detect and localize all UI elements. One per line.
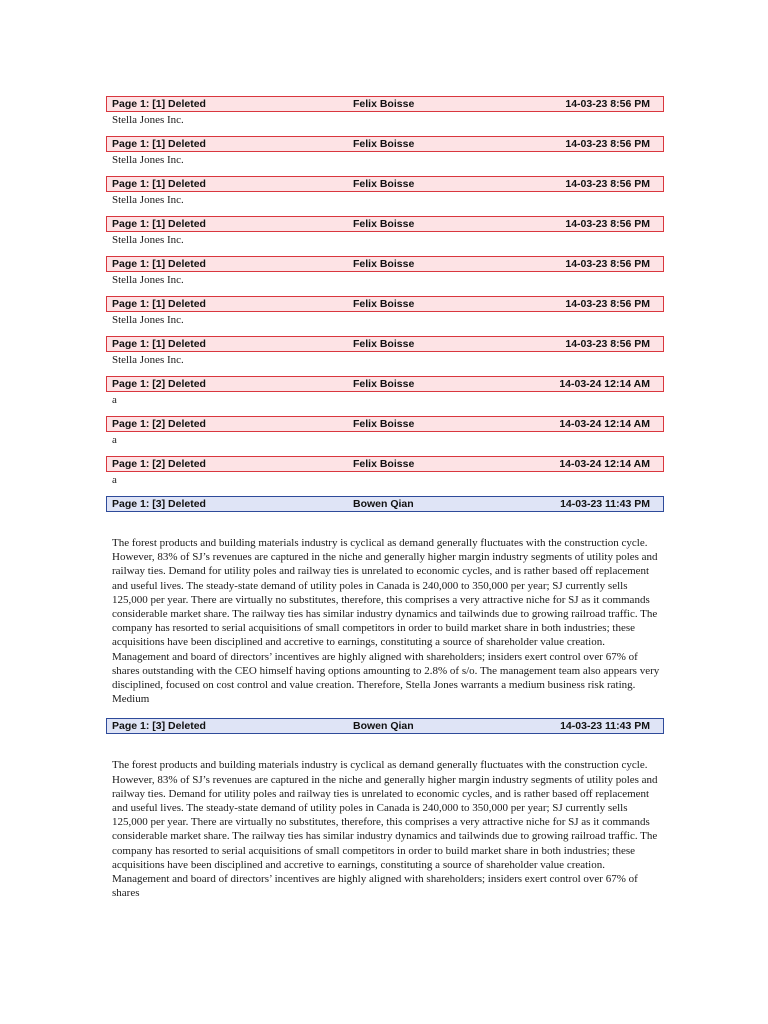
deleted-entry bbox=[106, 176, 664, 212]
deleted-entry bbox=[106, 416, 664, 452]
deleted-entry bbox=[106, 336, 664, 372]
entry-header bbox=[106, 256, 664, 272]
timestamp: 14-03-23 8:56 PM bbox=[565, 338, 650, 350]
timestamp: 14-03-23 8:56 PM bbox=[565, 98, 650, 110]
timestamp: 14-03-24 12:14 AM bbox=[559, 418, 650, 430]
entry-header bbox=[106, 216, 664, 232]
deleted-text: Stella Jones Inc. bbox=[112, 234, 184, 246]
author: Felix Boisse bbox=[353, 258, 415, 270]
page-reference: Page 1: [3] Deleted bbox=[112, 720, 206, 733]
entry-header bbox=[106, 136, 664, 152]
deleted-entry bbox=[106, 216, 664, 252]
entry-header bbox=[106, 336, 664, 352]
author: Bowen Qian bbox=[353, 498, 414, 510]
timestamp: 14-03-23 11:43 PM bbox=[560, 498, 650, 510]
page-reference: Page 1: [1] Deleted bbox=[112, 138, 206, 150]
author: Felix Boisse bbox=[353, 298, 415, 310]
timestamp: 14-03-23 8:56 PM bbox=[565, 258, 650, 270]
deleted-text: a bbox=[112, 474, 117, 486]
entry-header bbox=[106, 416, 664, 432]
author: Felix Boisse bbox=[353, 418, 415, 430]
deleted-paragraph: The forest products and building materials industry is cyclical as demand generally fluctuates with the construction cycle. However, 83% of SJ’s revenues are captured in the niche and generally higher margin industry segments of utility poles and railway ties. Demand for utility poles and railway ties is unrelated to economic cycles, and is rather based off replacement and useful lives. The steady-state demand of utility poles in Canada is 240,000 to 350,000 per year; SJ currently sells 125,000 per year. There are virtually no substitutes, therefore, this comprises a very attractive niche for SJ as it commands considerable market share. The railway ties has similar industry dynamics and tailwinds due to growing railroad traffic. The company has resorted to serial acquisitions of small competitors in order to build market share in both industries; these acquisitions have been disciplined and accretive to earnings, constituting a source of shareholder value creation. Management and board of directors’ incentives are highly aligned with shareholders; insiders exert control over 67% of shares bbox=[112, 759, 658, 900]
deleted-entry-long bbox=[106, 718, 664, 900]
page-reference: Page 1: [2] Deleted bbox=[112, 418, 206, 430]
page-reference: Page 1: [1] Deleted bbox=[112, 298, 206, 310]
entry-header bbox=[106, 176, 664, 192]
page-reference: Page 1: [3] Deleted bbox=[112, 498, 206, 510]
deleted-text: Stella Jones Inc. bbox=[112, 154, 184, 166]
deleted-content-list bbox=[106, 92, 664, 912]
timestamp: 14-03-23 11:43 PM bbox=[560, 720, 650, 733]
timestamp: 14-03-24 12:14 AM bbox=[559, 378, 650, 390]
deleted-entry bbox=[106, 256, 664, 292]
page-reference: Page 1: [1] Deleted bbox=[112, 178, 206, 190]
entry-header bbox=[106, 296, 664, 312]
deleted-text: Stella Jones Inc. bbox=[112, 194, 184, 206]
deleted-entry bbox=[106, 376, 664, 412]
deleted-entry bbox=[106, 456, 664, 492]
deleted-text: a bbox=[112, 394, 117, 406]
entry-header bbox=[106, 96, 664, 112]
page-reference: Page 1: [1] Deleted bbox=[112, 218, 206, 230]
timestamp: 14-03-23 8:56 PM bbox=[565, 178, 650, 190]
entry-header bbox=[106, 456, 664, 472]
page-reference: Page 1: [1] Deleted bbox=[112, 98, 206, 110]
author: Felix Boisse bbox=[353, 138, 415, 150]
deleted-entry bbox=[106, 136, 664, 172]
entry-header bbox=[106, 496, 664, 512]
page-reference: Page 1: [2] Deleted bbox=[112, 458, 206, 470]
author: Felix Boisse bbox=[353, 458, 415, 470]
timestamp: 14-03-23 8:56 PM bbox=[565, 138, 650, 150]
author: Bowen Qian bbox=[353, 720, 414, 733]
deleted-paragraph: The forest products and building materials industry is cyclical as demand generally fluctuates with the construction cycle. However, 83% of SJ’s revenues are captured in the niche and generally higher margin industry segments of utility poles and railway ties. Demand for utility poles and railway ties is unrelated to economic cycles, and is rather based off replacement and useful lives. The steady-state demand of utility poles in Canada is 240,000 to 350,000 per year; SJ currently sells 125,000 per year. There are virtually no substitutes, therefore, this comprises a very attractive niche for SJ as it commands considerable market share. The railway ties has similar industry dynamics and tailwinds due to growing railroad traffic. The company has resorted to serial acquisitions of small competitors in order to build market share in both industries; these acquisitions have been disciplined and accretive to earnings, constituting a source of shareholder value creation. Management and board of directors’ incentives are highly aligned with shareholders; insiders exert control over 67% of shares outstanding with the CEO himself having options amounting to 2.8% of s/o. The management team also appears very disciplined, focused on cost control and value creation. Therefore, Stella Jones warrants a medium business risk rating. Medium bbox=[112, 537, 660, 706]
author: Felix Boisse bbox=[353, 338, 415, 350]
author: Felix Boisse bbox=[353, 98, 415, 110]
deleted-entry bbox=[106, 96, 664, 132]
deleted-text: Stella Jones Inc. bbox=[112, 274, 184, 286]
page-reference: Page 1: [2] Deleted bbox=[112, 378, 206, 390]
deleted-text: Stella Jones Inc. bbox=[112, 114, 184, 126]
deleted-entry bbox=[106, 296, 664, 332]
entry-header bbox=[106, 718, 664, 734]
deleted-text: a bbox=[112, 434, 117, 446]
author: Felix Boisse bbox=[353, 178, 415, 190]
deleted-entry-long bbox=[106, 496, 664, 706]
deleted-text: Stella Jones Inc. bbox=[112, 314, 184, 326]
author: Felix Boisse bbox=[353, 378, 415, 390]
page-reference: Page 1: [1] Deleted bbox=[112, 258, 206, 270]
author: Felix Boisse bbox=[353, 218, 415, 230]
entry-header bbox=[106, 376, 664, 392]
deleted-text: Stella Jones Inc. bbox=[112, 354, 184, 366]
timestamp: 14-03-23 8:56 PM bbox=[565, 298, 650, 310]
timestamp: 14-03-23 8:56 PM bbox=[565, 218, 650, 230]
timestamp: 14-03-24 12:14 AM bbox=[559, 458, 650, 470]
page-reference: Page 1: [1] Deleted bbox=[112, 338, 206, 350]
